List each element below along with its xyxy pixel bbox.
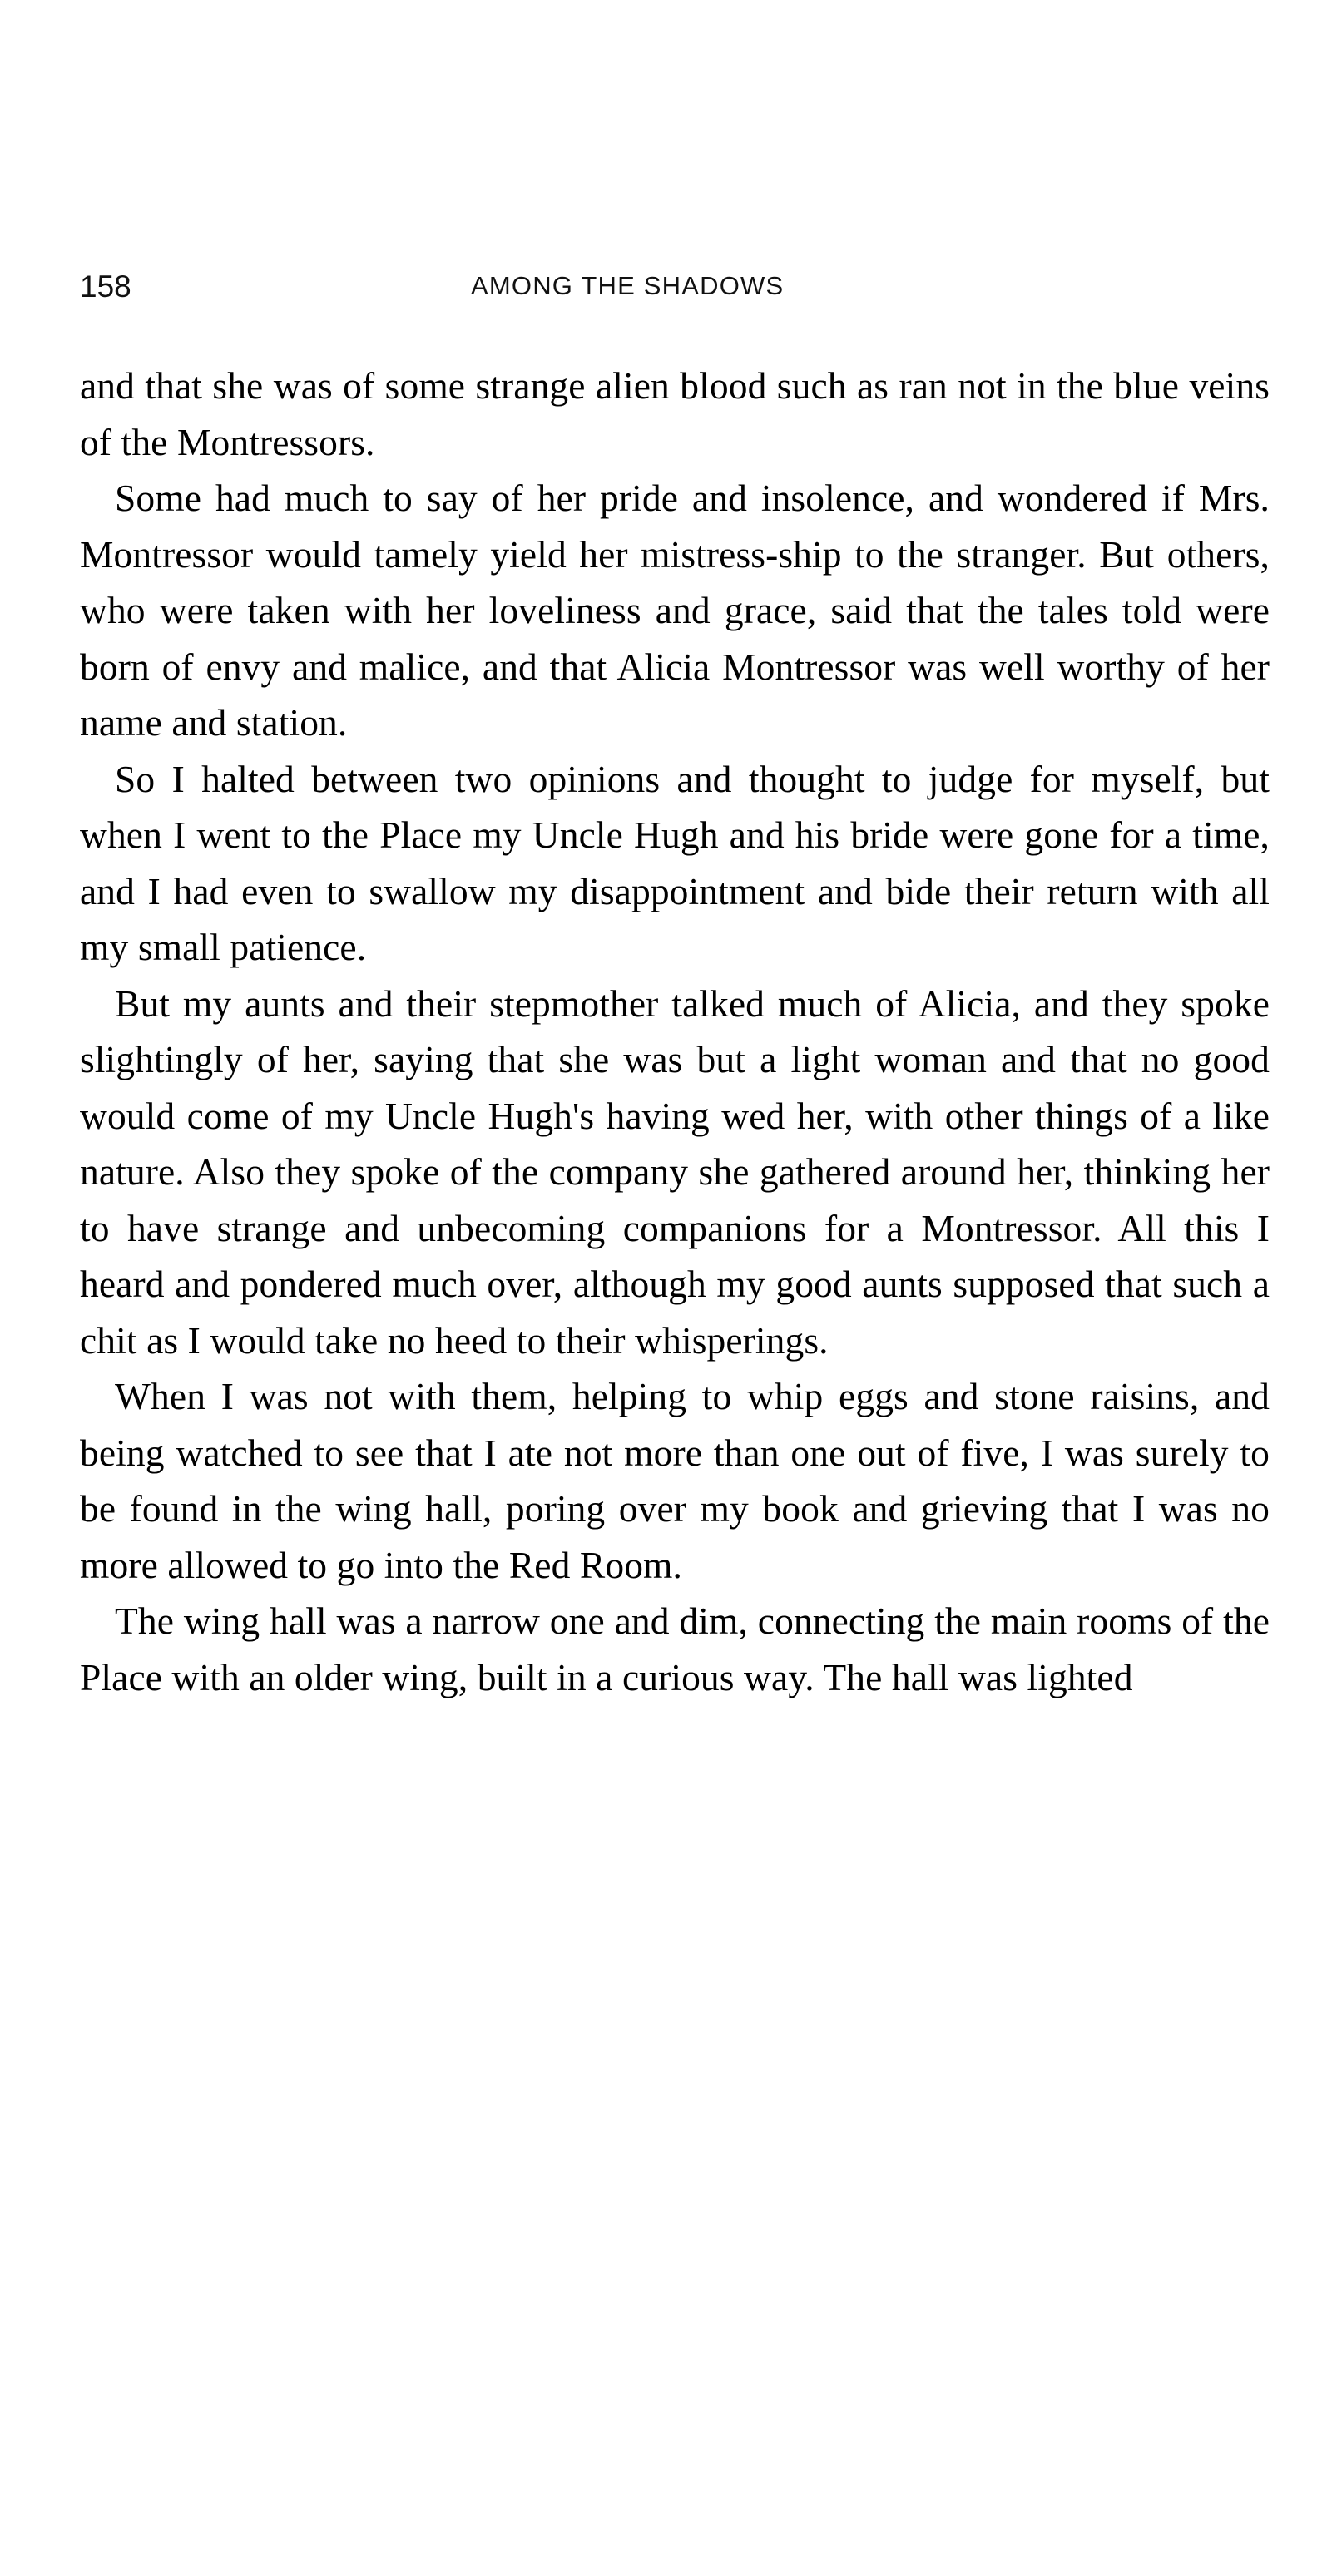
page-content-area — [80, 250, 1270, 1698]
paragraph: Some had much to say of her pride and insolence, and wondered if Mrs. Montressor would tamely yield her mistress-ship to the stranger. But others, who were taken with her loveliness and grace, said that the tales told were born of envy and malice, and that Alicia Montressor was well worthy of her name and station. — [80, 477, 1270, 744]
paragraph: When I was not with them, helping to whip eggs and stone raisins, and being watched to see that I ate not more than one out of five, I was surely to be found in the wing hall, poring over my book and grieving that I was no more allowed to go into the Red Room. — [80, 1375, 1270, 1586]
paragraph: and that she was of some strange alien blood such as ran not in the blue veins of the Montressors. — [80, 364, 1270, 463]
paragraph: But my aunts and their stepmother talked much of Alicia, and they spoke slightingly of her, saying that she was but a light woman and that no good would come of my Uncle Hugh's having wed her, with other things of a like nature. Also they spoke of the company she gathered around her, thinking her to have strange and unbecoming companions for a Montressor. All this I heard and pondered much over, although my good aunts supposed that such a chit as I would take no heed to their whisperings. — [80, 981, 1270, 1362]
body-text-block — [80, 358, 1270, 1705]
running-head — [80, 250, 1270, 304]
page-number: 158 — [80, 269, 131, 304]
paragraph: So I halted between two opinions and thought to judge for myself, but when I went to the Place my Uncle Hugh and his bride were gone for a time, and I had even to swallow my disappointment and bide their return with all my small patience. — [80, 757, 1270, 968]
book-title-header: AMONG THE SHADOWS — [471, 271, 785, 300]
paragraph: The wing hall was a narrow one and dim, connecting the main rooms of the Place with an older wing, built in a curious way. The hall was lighted — [80, 1599, 1270, 1698]
